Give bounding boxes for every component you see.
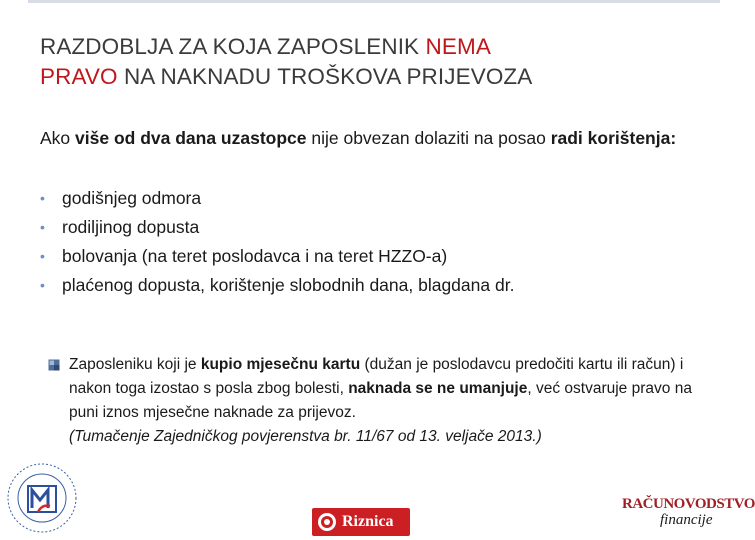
list-item <box>40 244 700 273</box>
riznica-emblem-icon <box>317 512 337 532</box>
note-bold-2: naknada se ne umanjuje <box>348 380 528 397</box>
racunovodstvo-logo-text: RAČUNOVODSTVO <box>622 496 755 512</box>
title-highlight-pravo: PRAVO <box>40 64 118 89</box>
list-item <box>40 215 700 244</box>
financije-logo-text: financije <box>660 512 713 528</box>
bullet-dot-icon: • <box>40 277 45 293</box>
bullet-dot-icon: • <box>40 190 45 206</box>
list-item-text: plaćenog dopusta, korištenje slobodnih dana, blagdana dr. <box>62 275 515 295</box>
top-divider <box>28 0 720 3</box>
bullet-dot-icon: • <box>40 248 45 264</box>
riznica-logo-text: Riznica <box>342 513 394 530</box>
list-item-text: godišnjeg odmora <box>62 188 202 208</box>
note-citation: (Tumačenje Zajedničkog povjerenstva br. 11/67 od 13. veljače 2013.) <box>69 428 542 445</box>
list-item <box>40 273 700 302</box>
note-block <box>48 353 698 449</box>
intro-lead: Ako <box>40 128 76 148</box>
note-bold-1: kupio mjesečnu kartu <box>200 356 361 373</box>
note-paragraph <box>69 353 698 425</box>
title-text-1: RAZDOBLJA ZA KOJA ZAPOSLENIK <box>40 34 426 59</box>
checkbox-bullet-icon <box>48 359 60 371</box>
slide-title <box>40 32 700 92</box>
list-item-text: rodiljinog dopusta <box>62 217 200 237</box>
intro-paragraph <box>40 126 680 151</box>
riznica-logo <box>312 508 410 536</box>
note-text-3: , već ostvaruje pravo na puni iznos mjesečne naknade za prijevoz. <box>69 380 692 421</box>
note-text-2: (dužan je poslodavcu predočiti kartu ili račun) i nakon toga izostao s posla zbog bolesti, <box>69 356 684 397</box>
bullet-dot-icon: • <box>40 219 45 235</box>
list-item-text: bolovanja (na teret poslodavca i na teret HZZO-a) <box>62 246 448 266</box>
note-text-1: Zaposleniku koji je <box>69 356 201 373</box>
intro-bold: više od dva dana uzastopce <box>75 128 307 148</box>
intro-mid: nije obvezan dolaziti na posao <box>306 128 551 148</box>
institution-seal-logo <box>4 460 80 536</box>
bullet-list <box>40 186 700 302</box>
title-highlight-nema: NEMA <box>425 34 491 59</box>
intro-bold-2: radi korištenja: <box>550 128 677 148</box>
list-item <box>40 186 700 215</box>
racunovodstvo-logo <box>620 494 755 538</box>
title-text-2: NA NAKNADU TROŠKOVA PRIJEVOZA <box>117 64 533 89</box>
